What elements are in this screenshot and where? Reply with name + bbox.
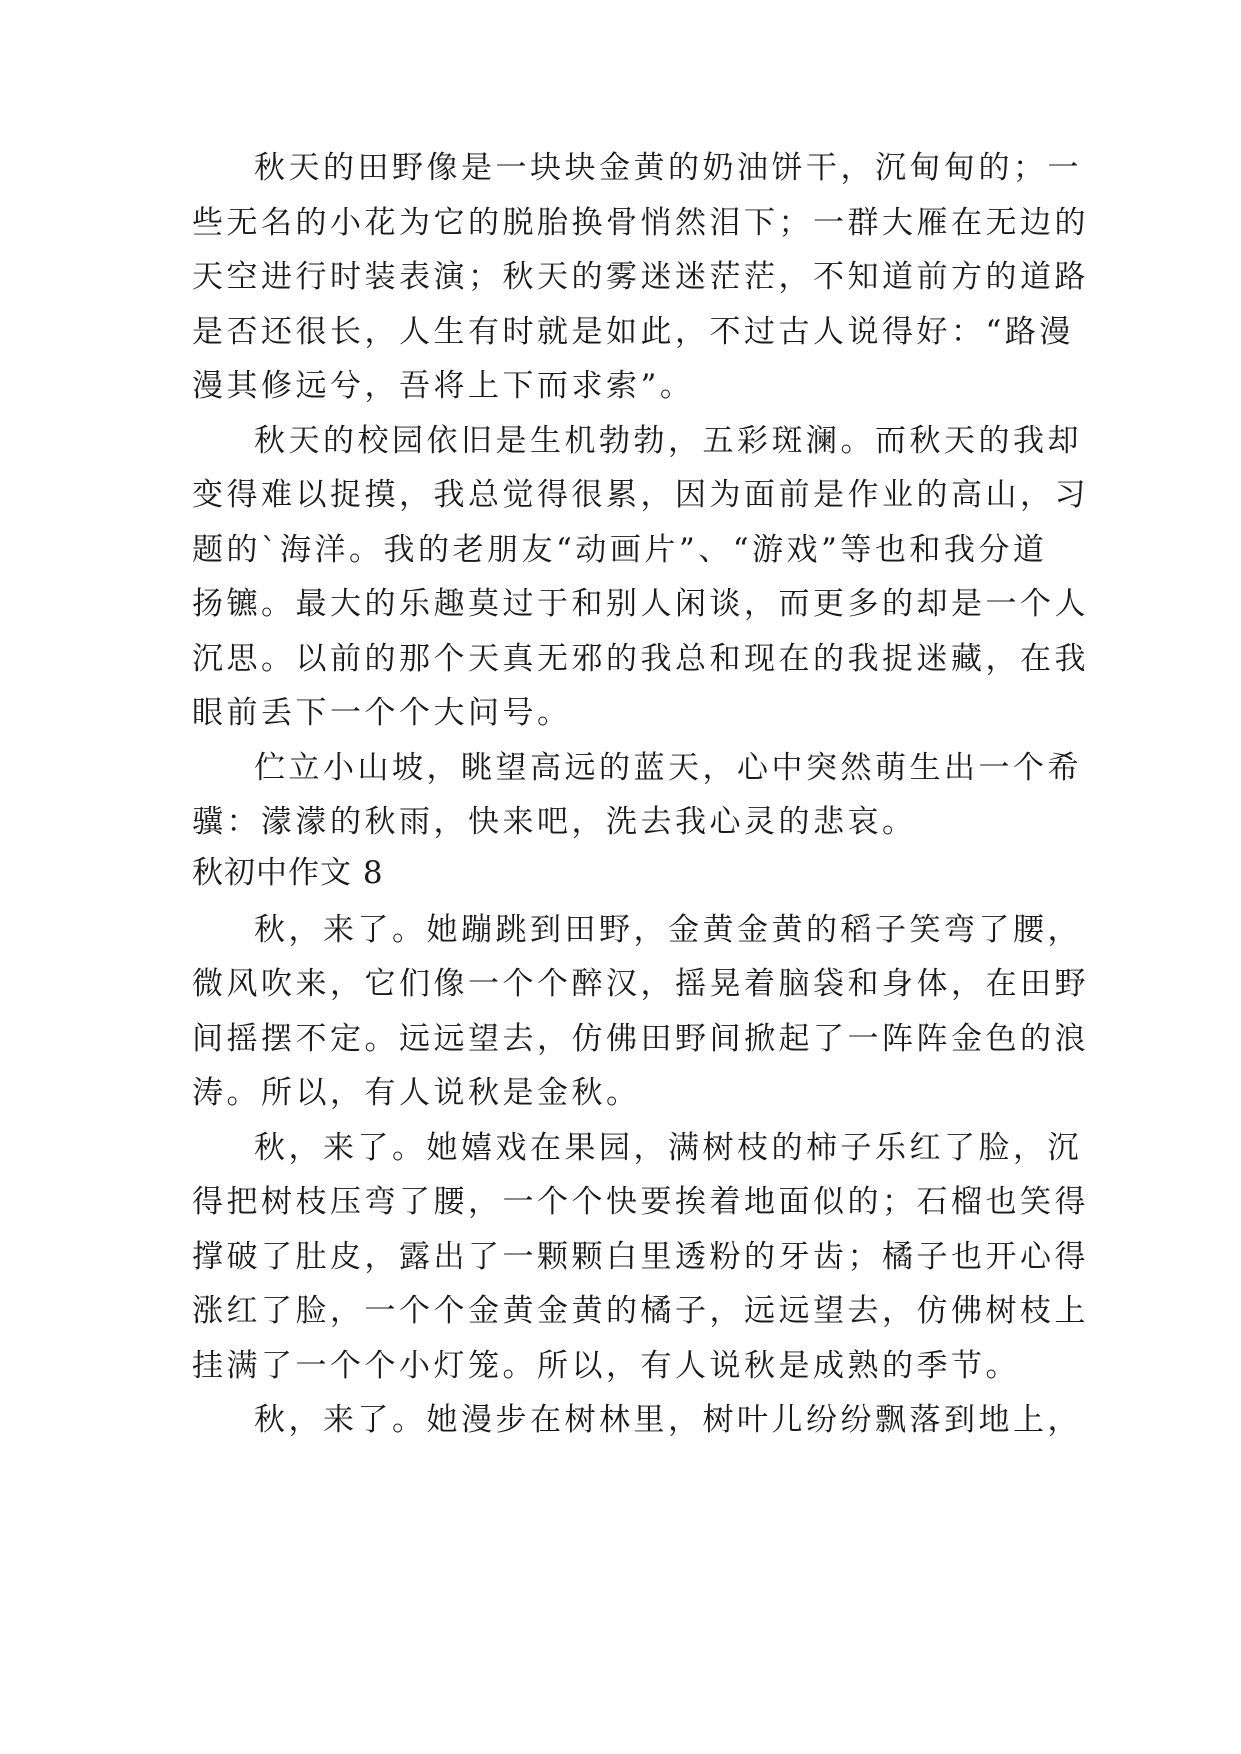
paragraph-3-line-1: 伫立小山坡，眺望高远的蓝天，心中突然萌生出一个希	[254, 750, 1082, 786]
paragraph-4-line-2: 微风吹来，它们像一个个醉汉，摇晃着脑袋和身体，在田野	[192, 966, 1089, 1002]
paragraph-2-line-2: 变得难以捉摸，我总觉得很累，因为面前是作业的高山，习	[192, 477, 1089, 513]
paragraph-5-line-2: 得把树枝压弯了腰，一个个快要挨着地面似的；石榴也笑得	[192, 1184, 1089, 1220]
paragraph-6-line-1: 秋，来了。她漫步在树林里，树叶儿纷纷飘落到地上，	[254, 1402, 1082, 1438]
section-heading: 秋初中作文 8	[192, 855, 384, 891]
paragraph-1-line-5: 漫其修远兮，吾将上下而求索”。	[192, 368, 695, 404]
paragraph-1-line-3: 天空进行时装表演；秋天的雾迷迷茫茫，不知道前方的道路	[192, 259, 1089, 295]
paragraph-2-line-6: 眼前丢下一个个大问号。	[192, 695, 572, 731]
paragraph-4-line-3: 间摇摆不定。远远望去，仿佛田野间掀起了一阵阵金色的浪	[192, 1021, 1089, 1057]
paragraph-2-line-3: 题的`海洋。我的老朋友“动画片”、“游戏”等也和我分道	[192, 532, 1048, 568]
paragraph-5-line-4: 涨红了脸，一个个金黄金黄的橘子，远远望去，仿佛树枝上	[192, 1293, 1089, 1329]
paragraph-1-line-2: 些无名的小花为它的脱胎换骨悄然泪下；一群大雁在无边的	[192, 205, 1089, 241]
paragraph-5-line-5: 挂满了一个个小灯笼。所以，有人说秋是成熟的季节。	[192, 1348, 1020, 1384]
paragraph-4-line-4: 涛。所以，有人说秋是金秋。	[192, 1075, 641, 1111]
paragraph-2-line-5: 沉思。以前的那个天真无邪的我总和现在的我捉迷藏，在我	[192, 641, 1089, 677]
paragraph-2-line-4: 扬镳。最大的乐趣莫过于和别人闲谈，而更多的却是一个人	[192, 586, 1089, 622]
paragraph-2-line-1: 秋天的校园依旧是生机勃勃，五彩斑澜。而秋天的我却	[254, 423, 1082, 459]
paragraph-1-line-1: 秋天的田野像是一块块金黄的奶油饼干，沉甸甸的；一	[254, 150, 1082, 186]
paragraph-3-line-2: 骥：濛濛的秋雨，快来吧，洗去我心灵的悲哀。	[192, 804, 917, 840]
paragraph-1-line-4: 是否还很长，人生有时就是如此，不过古人说得好：“路漫	[192, 314, 1074, 350]
paragraph-4-line-1: 秋，来了。她蹦跳到田野，金黄金黄的稻子笑弯了腰，	[254, 912, 1082, 948]
paragraph-5-line-3: 撑破了肚皮，露出了一颗颗白里透粉的牙齿；橘子也开心得	[192, 1239, 1089, 1275]
paragraph-5-line-1: 秋，来了。她嬉戏在果园，满树枝的柿子乐红了脸，沉	[254, 1130, 1082, 1166]
